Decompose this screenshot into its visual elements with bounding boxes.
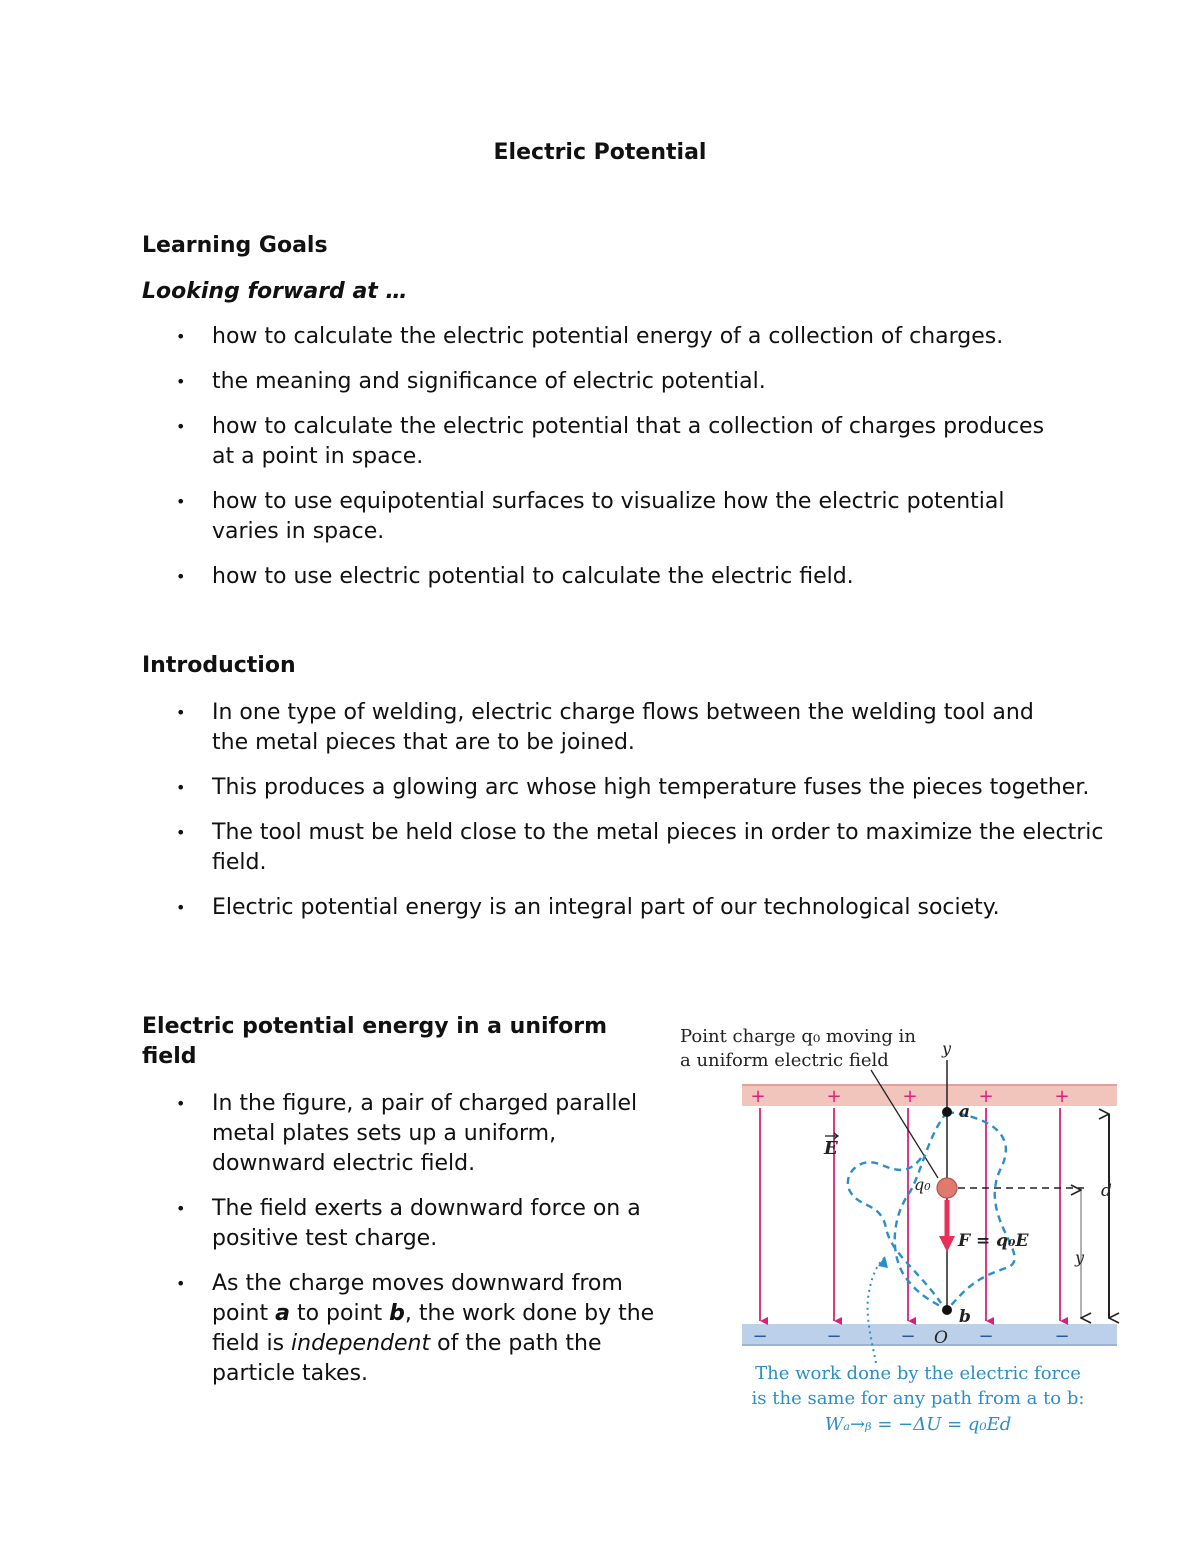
list-item: • The tool must be held close to the metal pieces in order to maximize the electric field. — [176, 820, 1104, 875]
list-item: • how to use electric potential to calculate the electric field. — [176, 564, 854, 589]
minus-sign: − — [900, 1326, 916, 1347]
force-arrowhead-icon — [939, 1236, 955, 1252]
point-a — [942, 1107, 952, 1117]
minus-sign: − — [752, 1326, 768, 1347]
uniform-field-figure — [676, 1018, 1126, 1447]
plus-sign: + — [1054, 1086, 1070, 1107]
electric-field-label: E — [824, 1138, 838, 1159]
list-item: • In the figure, a pair of charged parallel metal plates sets up a uniform, downward electric field. — [176, 1091, 638, 1176]
point-a-label: a — [959, 1102, 971, 1122]
point-b-label: b — [959, 1307, 971, 1327]
figure-caption-top-1: Point charge q₀ moving in — [680, 1026, 916, 1047]
figure-caption-top-2: a uniform electric field — [680, 1050, 889, 1071]
introduction-list — [142, 698, 1104, 938]
looking-forward-subheading: Looking forward at … — [142, 279, 408, 304]
plus-sign: + — [978, 1086, 994, 1107]
minus-sign: − — [978, 1326, 994, 1347]
list-item: • how to calculate the electric potential that a collection of charges produces at a point in space. — [176, 414, 1045, 469]
list-item: • This produces a glowing arc whose high temperature fuses the pieces together. — [176, 775, 1090, 800]
d-label: d — [1101, 1181, 1112, 1201]
figure-svg — [676, 1018, 1126, 1443]
list-item: • the meaning and significance of electric potential. — [176, 369, 766, 394]
minus-sign: − — [826, 1326, 842, 1347]
uniform-field-heading: Electric potential energy in a uniform field — [142, 1014, 607, 1069]
path-middle — [895, 1112, 947, 1310]
path-right — [947, 1112, 1015, 1310]
figure-caption-bottom-1: The work done by the electric force — [755, 1363, 1081, 1384]
origin-label: O — [934, 1328, 948, 1348]
plus-sign: + — [826, 1086, 842, 1107]
y-dimension-label: y — [1075, 1248, 1085, 1267]
work-equation: Wₐ→ᵦ = −ΔU = q₀Ed — [824, 1414, 1012, 1435]
list-item: • The field exerts a downward force on a positive test charge. — [176, 1196, 641, 1251]
plus-sign: + — [902, 1086, 918, 1107]
list-item: • how to calculate the electric potential energy of a collection of charges. — [176, 324, 1004, 349]
uniform-field-list — [142, 1089, 662, 1404]
figure-caption-bottom-2: is the same for any path from a to b: — [751, 1388, 1085, 1409]
list-item: • Electric potential energy is an integral part of our technological society. — [176, 895, 1000, 920]
list-item: • how to use equipotential surfaces to visualize how the electric potential varies in space. — [176, 489, 1005, 544]
plus-sign: + — [750, 1086, 766, 1107]
point-b — [942, 1305, 952, 1315]
list-item: • In one type of welding, electric charge flows between the welding tool and the metal pieces that are to be joined. — [176, 700, 1034, 755]
introduction-heading: Introduction — [142, 653, 296, 678]
force-label: F = q₀E — [958, 1231, 1029, 1251]
minus-sign: − — [1054, 1326, 1070, 1347]
list-item: • As the charge moves downward from point a to point b, the work done by the field is independent of the path the particle takes. — [176, 1271, 655, 1386]
point-charge — [937, 1178, 957, 1198]
y-axis-label: y — [942, 1039, 952, 1058]
page-title: Electric Potential — [493, 140, 707, 165]
learning-goals-list — [142, 322, 1102, 607]
caption-pointer-dotted — [868, 1258, 884, 1363]
learning-goals-heading: Learning Goals — [142, 233, 328, 258]
charge-label: q₀ — [914, 1175, 931, 1194]
